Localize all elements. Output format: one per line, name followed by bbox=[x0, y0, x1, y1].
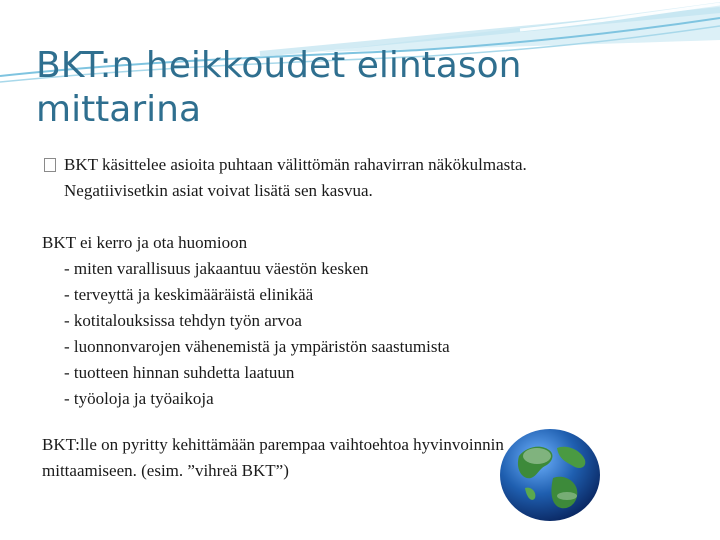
list-item: - työoloja ja työaikoja bbox=[64, 389, 214, 408]
list-item: - miten varallisuus jakaantuu väestön kesken bbox=[64, 259, 369, 278]
list-item: - kotitalouksissa tehdyn työn arvoa bbox=[64, 311, 302, 330]
slide-title: BKT:n heikkoudet elintason mittarina bbox=[36, 45, 522, 130]
bullet-line-2: Negatiivisetkin asiat voivat lisätä sen kasvua. bbox=[64, 181, 373, 200]
list-item: - tuotteen hinnan suhdetta laatuun bbox=[64, 363, 295, 382]
spacer bbox=[42, 204, 692, 230]
bullet-box-icon bbox=[44, 158, 56, 172]
closing-line-1: BKT:lle on pyritty kehittämään parempaa vaihtoehtoa hyvinvoinnin bbox=[42, 435, 504, 454]
list-intro: BKT ei kerro ja ota huomioon bbox=[42, 233, 248, 252]
list-item: - terveyttä ja keskimääräistä elinikää bbox=[64, 285, 314, 304]
bullet-paragraph bbox=[42, 152, 692, 204]
globe-icon bbox=[497, 426, 603, 524]
closing-line-2: mittaamiseen. (esim. ”vihreä BKT”) bbox=[42, 461, 289, 480]
list-item: - luonnonvarojen vähenemistä ja ympäristön saastumista bbox=[64, 337, 450, 356]
bullet-line-1: BKT käsittelee asioita puhtaan välittömän rahavirran näkökulmasta. bbox=[64, 155, 527, 174]
